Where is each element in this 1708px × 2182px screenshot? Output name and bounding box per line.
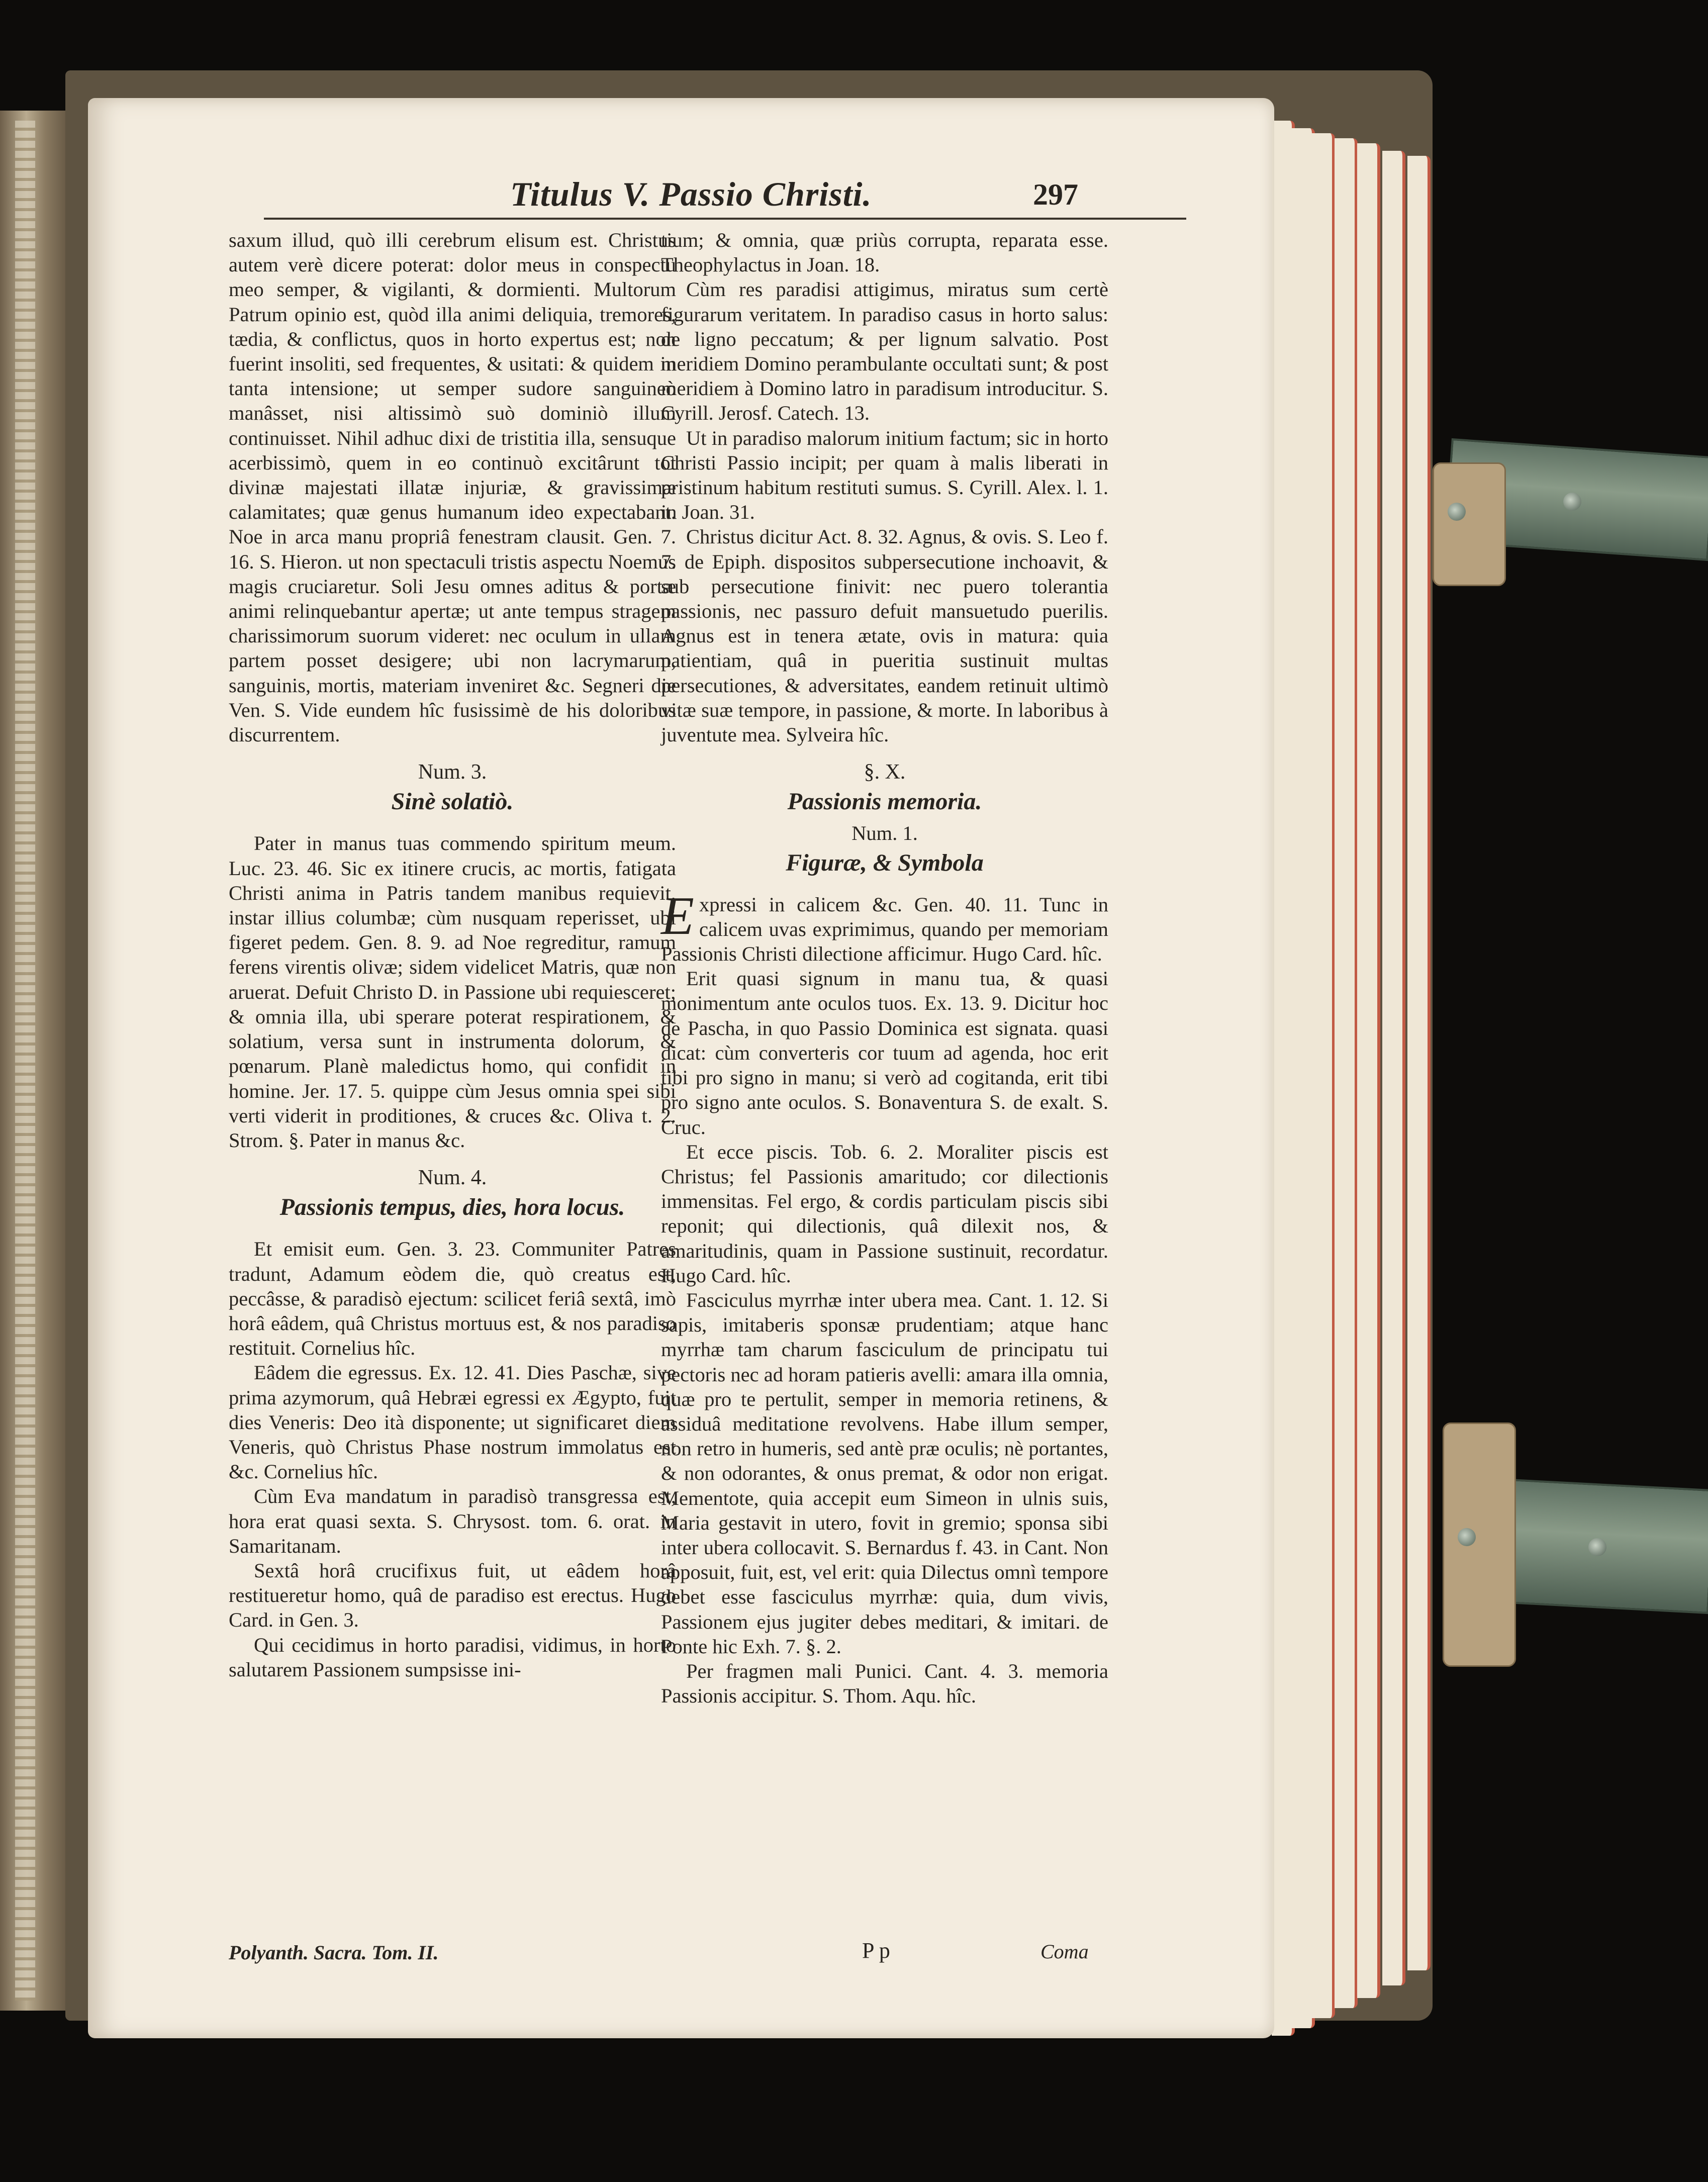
paragraph: Et emisit eum. Gen. 3. 23. Communiter Patres tradunt, Adamum eòdem die, quò creatus est, peccâsse, & paradisò ejectum: scilicet feriâ sextâ, imò horâ eâdem, quâ Christus mortuus est, & nos paradiso restituit. Cornelius hîc. xyxy=(229,1238,676,1360)
upper-clasp-rivet xyxy=(1563,493,1581,511)
paragraph: Ut in paradiso malorum initium factum; sic in horto Christi Passio incipit; per quam à malis liberati in pristinum habitum restituti sumus. S. Cyrill. Alex. l. 1. in Joan. 31. xyxy=(661,426,1108,524)
paragraph: tium; & omnia, quæ priùs corrupta, reparata esse. Theophylactus in Joan. 18. xyxy=(661,229,1108,276)
page-number: 297 xyxy=(1033,178,1078,211)
paragraph: Qui cecidimus in horto paradisi, vidimus, in horto salutarem Passionem sumpsisse ini- xyxy=(229,1633,676,1681)
page-edge-6 xyxy=(1382,151,1405,1985)
paragraph: Et ecce piscis. Tob. 6. 2. Moraliter piscis est Christus; fel Passionis amaritudo; cor dilectionis immensitas. Fel ergo, & cordis particulam piscis sibi reponit; qui dilectionis, quâ dilexit nos, & amaritudinis, quam in Passione sustinuit, recordatur. Hugo Card. hîc. xyxy=(661,1140,1108,1287)
lower-clasp-rivet xyxy=(1458,1528,1476,1546)
spine-stitching xyxy=(15,121,35,2001)
section-title: Passionis memoria. xyxy=(787,788,982,815)
upper-clasp-rivet xyxy=(1448,503,1466,521)
paragraph: Pater in manus tuas commendo spiritum meum. Luc. 23. 46. Sic ex itinere crucis, ac mortis, fatigata Christi anima in Patris tandem manibus requievit, instar illius columbæ; cùm nusquam reperisset, ubi figeret pedem. Gen. 8. 9. ad Noe regreditur, ramum ferens virentis olivæ; sidem videlicet Matris, quæ non aruerat. Defuit Christo D. in Passione ubi requiesceret; & omnia illa, ubi sperare poterat respirationem, & solatium, versa sunt in instrumenta dolorum, & pœnarum. Planè maledictus homo, qui confidit in homine. Jer. 17. 5. quippe cùm Jesus omnia spei sibi verti viderit in proditiones, & cruces &c. Oliva t. 2. Strom. §. Pater in manus &c. xyxy=(229,832,676,1152)
section-title: Passionis tempus, dies, hora locus. xyxy=(279,1194,625,1221)
page-edge-4 xyxy=(1335,138,1358,2008)
paragraph-text: xpressi in calicem &c. Gen. 40. 11. Tunc in calicem uvas exprimimus, quando per memoriam Passionis Christi dilectione afficimur. Hugo Card. hîc. xyxy=(661,893,1108,966)
paragraph: Fasciculus myrrhæ inter ubera mea. Cant. 1. 12. Si sapis, imitaberis sponsæ prudentiam; atque hanc myrrhæ tam charum fasciculum de principatu tui pectoris nec ad horam patieris avelli: amara illa omnia, quæ pro te pertulit, semper in memoria retinens, & assiduâ meditatione revolvens. Habe illum semper, non retro in humeris, sed antè præ oculis; nè portantes, & non odorantes, & onus premat, & odor non erigat. Mementote, quia accepit eum Simeon in ulnis suis, Maria gestavit in utero, fovit in gremio; sponsa sibi inter ubera collocavit. S. Bernardus f. 43. in Cant. Non apposuit, fuit, est, vel erit: quia Dilectus omnì tempore debet esse fasciculus myrrhæ: quia, dum vivis, Passionem ejus jugiter debes meditari, & imitari. de Ponte hic Exh. 7. §. 2. xyxy=(661,1288,1108,1658)
signature-mark: P p xyxy=(862,1938,890,1963)
paragraph: saxum illud, quò illi cerebrum elisum est. Christus autem verè dicere poterat: dolor meus in conspectu meo semper, & vigilanti, & dormienti. Multorum Patrum opinio est, quòd illa animi deliquia, tremores, tædia, & conflictus, quos in horto expertus est; non fuerint insoliti, sed frequentes, & usitati: & quidem in tanta intensione; ut semper sudore sanguineò manâsset, nisi altissimò suò dominiò illum continuisset. Nihil adhuc dixi de tristitia illa, sensuque acerbissimò, quem in eo continuò excitârunt tot divinæ majestati illatæ injuriæ, & gravissimæ calamitates; quæ genus humanum ideo expectabant. Noe in arca manu propriâ fenestram clausit. Gen. 7. 16. S. Hieron. ut non spectaculi tristis aspectu Noemus magis cruciaretur. Soli Jesu omnes aditus & portæ animi relinquebantur apertæ; ut ante tempus stragem charissimorum suorum videret: nec oculum in ullam partem posset desigere; ubi non lacrymarum, sanguinis, mortis, materiam inveniret &c. Segneri die Ven. S. Vide eundem hîc fusissimè de his doloribus discurrentem. xyxy=(229,229,676,746)
book-page xyxy=(88,98,1274,2038)
paragraph: Cùm res paradisi attigimus, miratus sum certè figurarum veritatem. In paradiso casus in horto salus: de ligno peccatum; & per lignum salvatio. Post meridiem Domino perambulante occultati sunt; & post meridiem à Domino latro in paradisum introducitur. S. Cyrill. Jerosf. Catech. 13. xyxy=(661,278,1108,425)
drop-capital: E xyxy=(661,886,694,946)
book-spine-left xyxy=(0,111,75,2011)
section-number: Num. 4. xyxy=(418,1166,487,1190)
section-title: Sinè solatiò. xyxy=(391,788,514,815)
page-edge-3 xyxy=(1312,133,1335,2018)
page-edge-7 xyxy=(1407,156,1431,1970)
paragraph: Cùm Eva mandatum in paradisò transgressa est, hora erat quasi sexta. S. Chrysost. tom. 6. orat. in Samaritanam. xyxy=(229,1485,676,1557)
header-rule xyxy=(264,218,1186,220)
footer-work-title: Polyanth. Sacra. Tom. II. xyxy=(229,1941,439,1964)
section-number: Num. 3. xyxy=(418,761,487,784)
paragraph-with-dropcap xyxy=(661,886,1108,967)
catchword: Coma xyxy=(1040,1940,1089,1963)
lower-clasp-plate xyxy=(1443,1422,1516,1667)
paragraph: Eâdem die egressus. Ex. 12. 41. Dies Paschæ, sive prima azymorum, quâ Hebræi egressi ex Ægypto, fuit dies Veneris: Deo ità disponente; ut significaret diem Veneris, quò Christus Phase nostrum immolatus est &c. Cornelius hîc. xyxy=(229,1361,676,1483)
left-column xyxy=(229,228,676,1682)
running-title: Titulus V. Passio Christi. xyxy=(510,175,872,213)
right-column xyxy=(661,228,1108,1708)
paragraph: Sextâ horâ crucifixus fuit, ut eâdem horâ restitueretur homo, quâ de paradiso est erectus. Hugo Card. in Gen. 3. xyxy=(229,1559,676,1632)
upper-clasp-plate xyxy=(1433,462,1506,586)
section-number: Num. 1. xyxy=(851,822,918,845)
section-title: Figuræ, & Symbola xyxy=(786,849,984,876)
lower-clasp-rivet xyxy=(1588,1538,1606,1556)
paragraph: Per fragmen mali Punici. Cant. 4. 3. memoria Passionis accipitur. S. Thom. Aqu. hîc. xyxy=(661,1659,1108,1707)
paragraph: Christus dicitur Act. 8. 32. Agnus, & ovis. S. Leo f. 7. de Epiph. dispositos subpersecutione inchoavit, & sub persecutione finivit: nec puero tolerantia passionis, nec passuro defuit mansuetudo puerilis. Agnus est in tenera ætate, ovis in matura: quia patientiam, quâ in pueritia sustinuit multas persecutiones, & adversitates, eandem retinuit ultimò vitæ suæ tempore, in passione, & morte. In laboribus à juventute mea. Sylveira hîc. xyxy=(661,525,1108,746)
section-mark: §. X. xyxy=(864,761,906,784)
paragraph: Erit quasi signum in manu tua, & quasi monimentum ante oculos tuos. Ex. 13. 9. Dicitur hoc de Pascha, in quo Passio Dominica est signata. quasi dicat: cùm converteris cor tuum ad agenda, hoc erit tibi pro signo in manu; si verò ad cogitanda, erit tibi pro signo ante oculos. S. Bonaventura S. de exalt. S. Cruc. xyxy=(661,967,1108,1139)
page-edge-5 xyxy=(1357,143,1380,1998)
